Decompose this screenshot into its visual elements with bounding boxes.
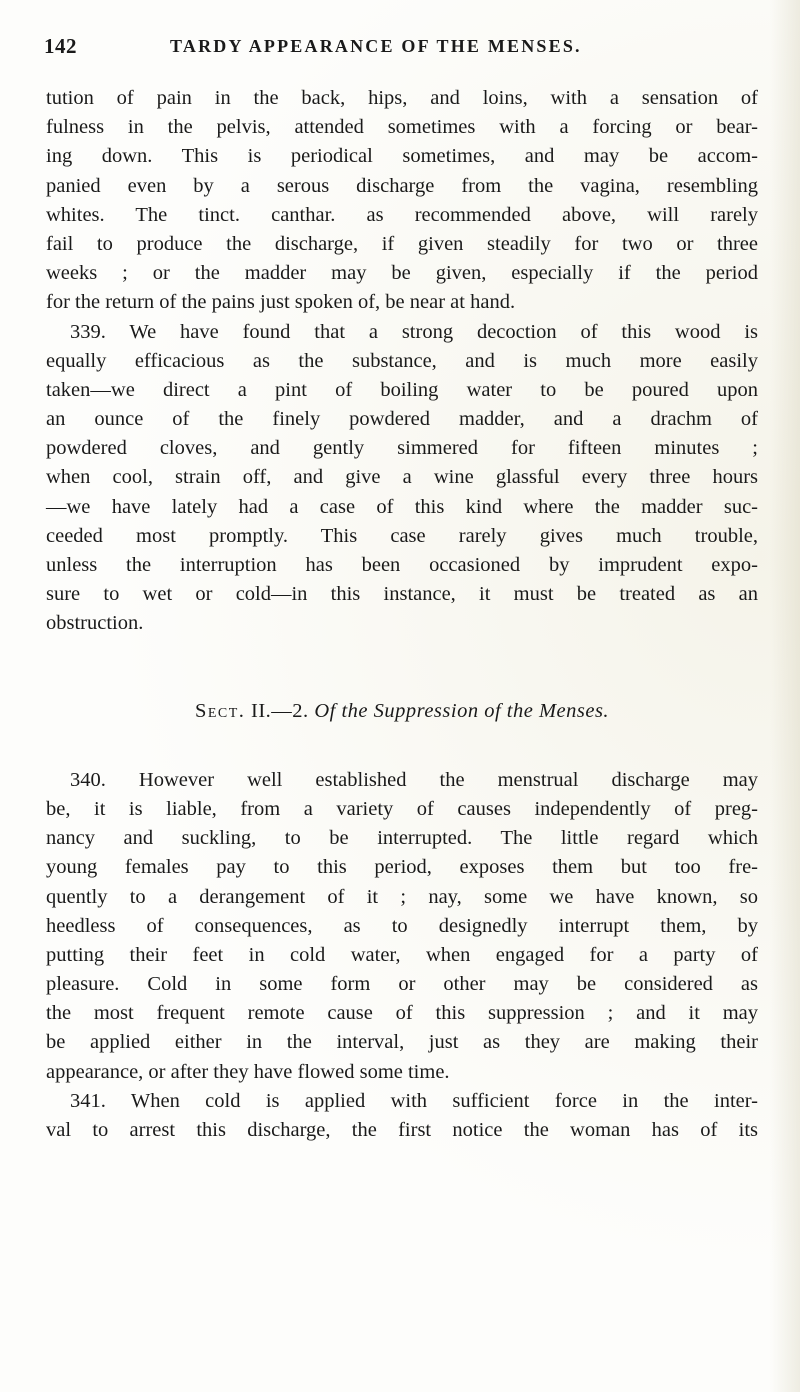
text-line: equally efficacious as the substance, and is much more easily (46, 349, 758, 372)
text-line: ceeded most promptly. This case rarely gives much trouble, (46, 524, 758, 547)
text-line: be, it is liable, from a variety of causes independently of preg- (46, 797, 758, 820)
body-text (46, 84, 758, 1145)
text-line: taken—we direct a pint of boiling water to be poured upon (46, 378, 758, 401)
paragraph-continued (46, 84, 758, 318)
text-line: unless the interruption has been occasioned by imprudent expo- (46, 554, 758, 576)
text-line: young females pay to this period, exposes them but too fre- (46, 856, 758, 879)
text-line: putting their feet in cold water, when engaged for a party of (46, 943, 758, 966)
text-line: —we have lately had a case of this kind where the madder suc- (46, 495, 758, 518)
text-line: 340. However well established the menstrual discharge may (70, 768, 758, 791)
section-number: II.—2. (251, 699, 309, 722)
paragraph-340 (46, 766, 758, 1087)
section-heading (46, 697, 758, 726)
page-header (40, 34, 760, 64)
text-line: pleasure. Cold in some form or other may be considered as (46, 973, 758, 996)
section-label: Sect. (194, 699, 246, 722)
text-line: powdered cloves, and gently simmered for fifteen minutes ; (46, 437, 758, 460)
running-head: TARDY APPEARANCE OF THE MENSES. (170, 36, 582, 56)
text-line: for the return of the pains just spoken of, be near at hand. (46, 291, 516, 314)
text-line: obstruction. (46, 612, 144, 635)
text-line: when cool, strain off, and give a wine glassful every three hours (46, 466, 758, 489)
text-line: heedless of consequences, as to designedly interrupt them, by (46, 914, 758, 937)
text-line: be applied either in the interval, just as they are making their (46, 1031, 758, 1054)
text-line: val to arrest this discharge, the first notice the woman has of its (46, 1119, 758, 1141)
text-line: 341. When cold is applied with sufficient force in the inter- (70, 1089, 758, 1112)
text-line: fulness in the pelvis, attended sometimes with a forcing or bear- (46, 116, 758, 139)
paragraph-339 (46, 318, 758, 639)
text-line: appearance, or after they have flowed some time. (46, 1060, 450, 1083)
text-line: an ounce of the finely powdered madder, and a drachm of (46, 408, 758, 431)
text-line: fail to produce the discharge, if given steadily for two or three (46, 232, 758, 255)
text-line: whites. The tinct. canthar. as recommended above, will rarely (46, 203, 758, 226)
text-line: ing down. This is periodical sometimes, and may be accom- (46, 145, 758, 168)
text-line: nancy and suckling, to be interrupted. The little regard which (46, 827, 758, 850)
text-line: sure to wet or cold—in this instance, it must be treated as an (46, 583, 758, 606)
text-line: 339. We have found that a strong decoction of this wood is (70, 320, 758, 343)
text-line: the most frequent remote cause of this suppression ; and it may (46, 1002, 758, 1025)
text-line: panied even by a serous discharge from the vagina, resembling (46, 174, 758, 197)
text-line: weeks ; or the madder may be given, especially if the period (46, 262, 758, 285)
text-line: tution of pain in the back, hips, and loins, with a sensation of (46, 87, 758, 109)
text-line: quently to a derangement of it ; nay, some we have known, so (46, 885, 758, 908)
page-edge-shadow (770, 0, 800, 1392)
section-title: Of the Suppression of the Menses. (314, 699, 610, 722)
paragraph-341 (46, 1087, 758, 1145)
page-number: 142 (44, 34, 77, 58)
